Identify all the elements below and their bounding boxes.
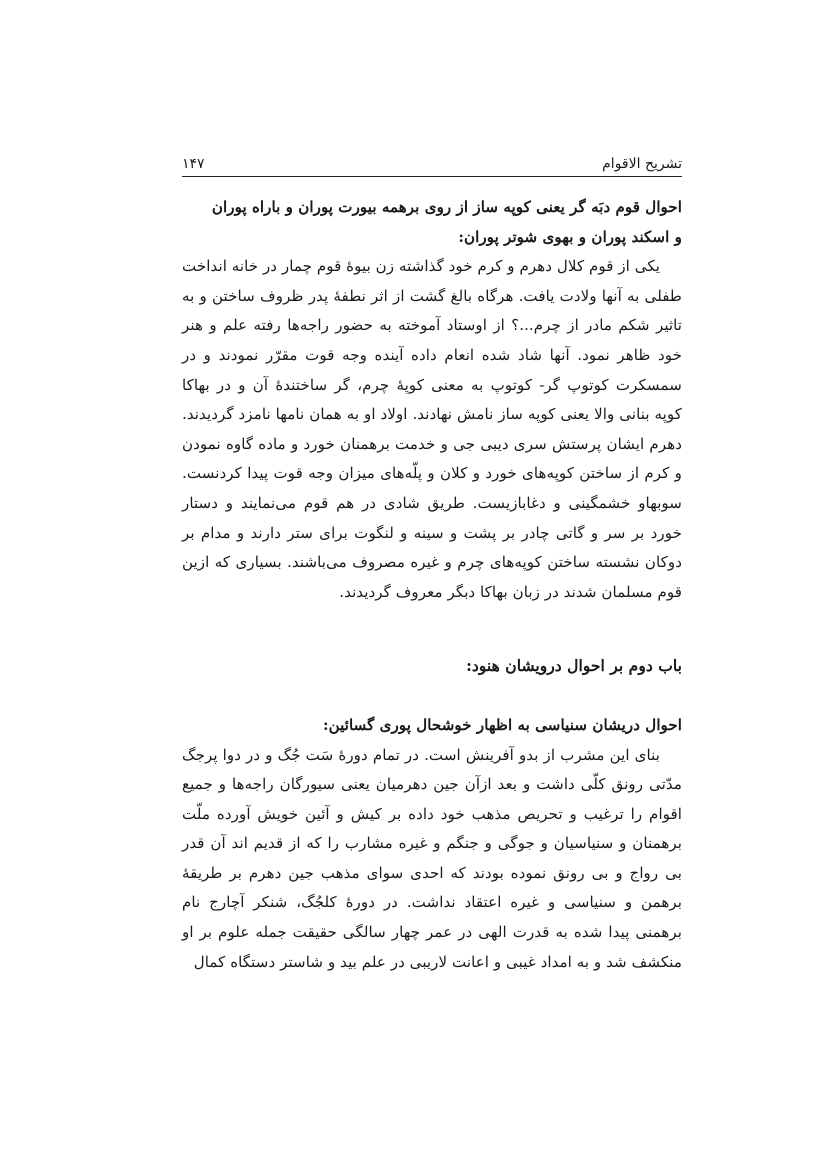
book-title: تشریح الاقوام — [602, 156, 682, 172]
body-paragraph: یکی از قوم کلال دهرم و کرم خود گذاشته زن بیوهٔ قوم چمار در خانه انداخت طفلی به آنها ولادت یافت. هرگاه بالغ گشت از اثر نطفهٔ پدر ظروف ساختن و به تاثیر شکم مادر از چرم...؟ از اوستاد آموخته به حضور راجه‌ها رفته علم و هنر خود ظاهر نمود. آنها شاد شده انعام داده آینده وجه قوت مقرّر نمودند و در سمسکرت کوتوپ گر- کوتوپ به معنی کوپهٔ چرم، گر ساختندهٔ آن و در بهاکا کوپه بنانی والا یعنی کوپه ساز نامش نهادند. اولاد او به همان نامها نامزد گردیدند. دهرم ایشان پرستش سری دیبی جی و خدمت برهمنان خورد و ماده گاوه نمودن و کرم از ساختن کوپه‌های خورد و کلان و پلّه‌های میزان وجه قوت پیدا کردنست. سوبهاو خشمگینی و دغابازیست. طریق شادی در هم قوم می‌نمایند و دستار خورد بر سر و گاتی چادر بر پشت و سینه و لنگوت برای ستر دارند و مدام بر دوکان نشسته ساختن کوپه‌های چرم و غیره مصروف می‌باشند. بسیاری که ازین قوم مسلمان شدند در زبان بهاکا دبگر معروف گردیدند. — [181, 257, 682, 601]
section-heading-line-2: و اسکند پوران و بهوی شوتر پوران: — [458, 227, 682, 246]
section-heading-2: احوال دریشان سنیاسی به اظهار خوشحال پوری گسائین: — [322, 715, 682, 734]
section-heading — [182, 193, 682, 252]
section-heading-line-1: احوال قوم دبَه گر یعنی کوپه ساز از روی برهمه بیورت پوران و باراه پوران — [211, 198, 682, 216]
body-paragraph-2: بنای این مشرب از بدو آفرینش است. در تمام دورهٔ سَت جُگ و در دوا پرجگ مدّتی رونق کلّی داشت و بعد ازآن جین دهرمیان یعنی سیورگان راجه‌ها و جمیع اقوام را ترغیب و تحریص مذهب خود داده بر کیش و آئین خویش آورده ملّت برهمنان و سنیاسیان و جوگی و جنگم و غیره مشارب را که از قدیم اند آن قدر بی رواج و بی رونق نموده بودند که احدی سوای مذهب جین دهرم بر طریقهٔ برهمن و سنیاسی و غیره اعتقاد نداشت. در دورهٔ کلجُگ، شنکر آچارج نام برهمنی پیدا شده به قدرت الهی در عمر چهار سالگی حقیقت جمله علوم بر او منکشف شد و به امداد غیبی و اعانت لاریبی در علم بید و شاستر دستگاه کمال — [182, 745, 682, 971]
page-number: ۱۴۷ — [182, 156, 205, 172]
page-content — [182, 193, 682, 977]
running-header — [182, 150, 682, 177]
chapter-heading: باب دوم بر احوال درویشان هنود: — [466, 656, 682, 676]
